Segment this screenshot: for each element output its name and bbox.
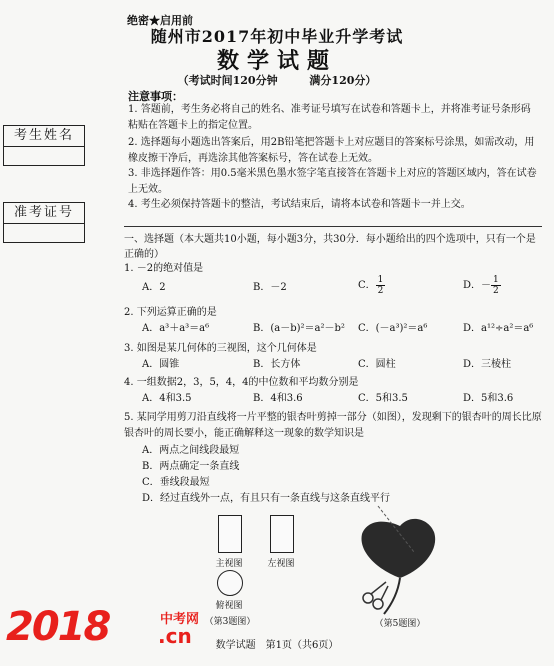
q5-option-c: C．垂线段最短 [142, 477, 210, 488]
fraction: $\frac{1}{2}$ [493, 275, 499, 296]
score-text: 满分120分） [309, 74, 377, 87]
note-item: 4. 考生必须保持答题卡的整洁，考试结束后，请将本试卷和答题卡一并上交。 [128, 199, 471, 210]
q2-option-b: B．(a－b)²＝a²－b² [253, 323, 345, 334]
left-view-rect [270, 515, 294, 553]
name-box [3, 125, 85, 166]
q3-option-d: D．三棱柱 [463, 359, 512, 370]
time-text: （考试时间120分钟 [177, 74, 278, 87]
front-view-rect [218, 515, 242, 553]
question-5-stem: 5. 某同学用剪刀沿直线将一片平整的银杏叶剪掉一部分（如图），发现剩下的银杏叶的周长比原银杏叶的周长要小，能正确解释这一现象的数学知识是 [124, 412, 542, 439]
q5-option-a: A．两点之间线段最短 [142, 445, 240, 456]
question-1-stem: 1. －2的绝对值是 [124, 263, 204, 274]
logo-site-name: 中考网 [160, 612, 200, 627]
leaf-stem [384, 578, 400, 614]
exam-time-info [0, 72, 554, 88]
q3-option-a: A．圆锥 [142, 359, 180, 370]
figure-5-caption: （第5题图） [374, 619, 426, 629]
q2-option-a: A．a³＋a³＝a⁶ [142, 323, 210, 334]
page-footer: 数学试题 第1页（共6页） [215, 640, 339, 651]
ginkgo-leaf-figure [348, 500, 443, 622]
question-2-stem: 2. 下列运算正确的是 [124, 307, 217, 318]
logo-domain: .cn [158, 624, 192, 648]
fraction: $\frac{1}{2}$ [377, 275, 384, 296]
q3-option-b: B．长方体 [253, 359, 301, 370]
name-blank [4, 147, 84, 165]
divider [124, 226, 542, 227]
q1-option-b: B．－2 [253, 282, 287, 293]
q4-option-a: A．4和3.5 [142, 393, 192, 404]
q5-option-b: B．两点确定一条直线 [142, 461, 240, 472]
scissors-icon [363, 582, 388, 609]
q1-option-a: A．2 [142, 282, 166, 293]
q4-option-c: C．5和3.5 [358, 393, 408, 404]
question-4-stem: 4. 一组数据2，3，5，4，4的中位数和平均数分别是 [124, 377, 359, 388]
top-view-circle [217, 570, 243, 596]
section-heading: 一、选择题（本大题共10小题，每小题3分，共30分．每小题给出的四个选项中，只有一个是正确的） [124, 234, 536, 260]
q4-option-b: B．4和3.6 [253, 393, 303, 404]
q1-option-d: D．－ $\frac{1}{2}$ [463, 275, 499, 296]
q3-option-c: C．圆柱 [358, 359, 396, 370]
ginkgo-leaf-icon [361, 519, 435, 578]
id-box [3, 202, 85, 243]
subject-title: 数学试题 [216, 48, 337, 74]
q4-option-d: D．5和3.6 [463, 393, 514, 404]
q1-option-c: C． $\frac{1}{2}$ [358, 275, 384, 296]
confidential-mark: 绝密★启用前 [127, 14, 193, 27]
exam-title: 随州市2017年初中毕业升学考试 [150, 27, 404, 46]
figure-3-caption: （第3题图） [204, 617, 256, 627]
q5-option-d: D．经过直线外一点，有且只有一条直线与这条直线平行 [142, 493, 391, 504]
note-item: 3. 非选择题作答：用0.5毫米黑色墨水签字笔直接答在答题卡上对应的答题区域内，答在试卷上无效。 [128, 168, 537, 195]
note-item: 1. 答题前，考生务必将自己的姓名、准考证号填写在试卷和答题卡上，并将准考证号条形码粘贴在答题卡上的指定位置。 [128, 104, 531, 131]
front-view-caption: 主视图 [215, 559, 243, 569]
left-view-caption: 左视图 [267, 559, 295, 569]
top-view-caption: 俯视图 [215, 601, 243, 611]
notes-heading: 注意事项： [128, 90, 183, 103]
id-label: 准考证号 [4, 203, 84, 224]
q2-option-c: C．(－a³)²＝a⁶ [358, 323, 428, 334]
question-3-stem: 3. 如图是某几何体的三视图，这个几何体是 [124, 343, 317, 354]
q2-option-d: D．a¹²÷a²＝a⁶ [463, 323, 534, 334]
note-item: 2. 选择题每小题选出答案后，用2B铅笔把答题卡上对应题目的答案标号涂黑，如需改动，用橡皮擦干净后，再选涂其他答案标号，答在试卷上无效。 [128, 137, 535, 164]
id-blank [4, 224, 84, 242]
name-label: 考生姓名 [4, 126, 84, 147]
logo-year: 2018 [6, 604, 110, 650]
